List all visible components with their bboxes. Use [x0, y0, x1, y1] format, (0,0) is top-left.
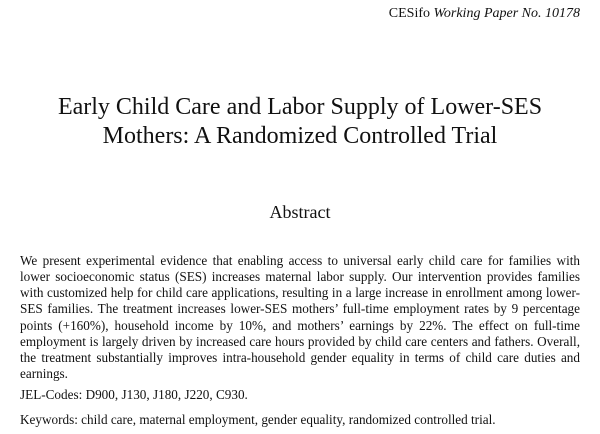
series-name: CESifo — [388, 6, 434, 21]
paper-title — [0, 93, 600, 151]
keywords: Keywords: child care, maternal employment, gender equality, randomized controlled trial. — [20, 412, 496, 427]
paper-title-line-1: Early Child Care and Labor Supply of Lower-SES — [57, 94, 543, 120]
jel-codes: JEL-Codes: D900, J130, J180, J220, C930. — [20, 387, 248, 402]
abstract-heading: Abstract — [269, 202, 331, 222]
paper-title-line-2: Mothers: A Randomized Controlled Trial — [102, 123, 498, 149]
abstract-body: We present experimental evidence that enabling access to universal early child care for families with lower socioeconomic status (SES) increases maternal labor supply. Our intervention provides families with customized help for child care applications, resulting in a large increase in enrollment among lower-SES families. The treatment increases lower-SES mothers’ full-time employment rates by 9 percentage points (+160%), household income by 10%, and mothers’ earnings by 22%. The effect on full-time employment is largely driven by increased care hours provided by child care centers and fathers. Overall, the treatment substantially improves intra-household gender equality in terms of child care duties and earnings. — [20, 253, 580, 382]
series-number: Working Paper No. 10178 — [433, 6, 580, 21]
working-paper-series-label — [389, 6, 580, 22]
